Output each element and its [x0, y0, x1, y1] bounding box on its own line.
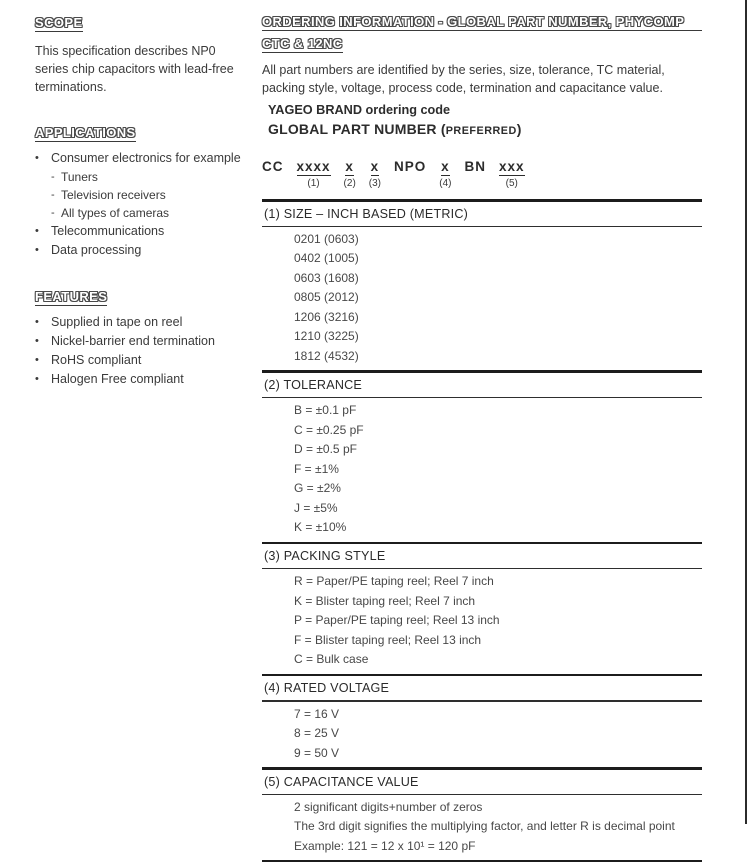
section-item: 8 = 25 V	[294, 726, 340, 741]
features-item	[35, 370, 251, 389]
part-number-segment-number: (1)	[307, 178, 320, 189]
part-number-segment	[499, 159, 525, 189]
section-items	[262, 795, 702, 861]
section-item: 9 = 50 V	[294, 745, 340, 760]
global-part-number-title	[268, 121, 702, 137]
section-heading: (5) CAPACITANCE VALUE	[264, 774, 419, 789]
section-item: J = ±5%	[294, 500, 338, 515]
section-item: R = Paper/PE taping reel; Reel 7 inch	[294, 574, 494, 589]
applications-item	[35, 241, 251, 260]
part-number-segment-text: x	[345, 159, 354, 174]
section-item: Example: 121 = 12 x 10¹ = 120 pF	[294, 838, 476, 853]
features-item	[35, 351, 251, 370]
section-item: 7 = 16 V	[294, 706, 340, 721]
section-item: B = ±0.1 pF	[294, 403, 357, 418]
applications-item	[35, 149, 251, 168]
section-item: G = ±2%	[294, 481, 341, 496]
section-item: 2 significant digits+number of zeros	[294, 799, 483, 814]
applications-item-label: Consumer electronics for example	[51, 151, 241, 165]
gpn-title-close-paren: )	[516, 121, 522, 137]
part-number-scheme	[262, 159, 702, 189]
bullet-icon: •	[35, 373, 39, 385]
applications-heading: APPLICATIONS	[35, 125, 136, 140]
ordering-information-column	[262, 14, 702, 862]
section-item: K = ±10%	[294, 520, 347, 535]
features-item	[35, 332, 251, 351]
applications-item-label: Data processing	[51, 243, 142, 257]
gpn-title-main: GLOBAL PART NUMBER (	[268, 121, 446, 137]
features-item-label: Nickel-barrier end termination	[51, 334, 215, 348]
features-item-label: RoHS compliant	[51, 353, 142, 367]
applications-sub-item	[35, 168, 251, 186]
gpn-title-preferred: PREFERRED	[445, 125, 517, 137]
ordering-intro-text: All part numbers are identified by the series, size, tolerance, TC material, packing style, voltage, process code, termination and capacitance value.	[262, 63, 665, 95]
part-number-segment-text: xxxx	[296, 159, 331, 174]
dash-icon: -	[51, 171, 55, 183]
part-number-segment-text: x	[370, 159, 380, 174]
part-number-segment-number: (3)	[368, 178, 382, 189]
dash-icon: -	[51, 189, 55, 201]
part-number-segment	[369, 159, 381, 189]
applications-item-label: Telecommunications	[51, 224, 165, 238]
section-item: 0201 (0603)	[294, 231, 359, 246]
applications-sub-item	[35, 186, 251, 204]
section-item: C = ±0.25 pF	[294, 422, 364, 437]
section-item: The 3rd digit signifies the multiplying factor, and letter R is decimal point	[294, 819, 675, 834]
features-section	[35, 288, 251, 389]
applications-sub-label: All types of cameras	[61, 206, 170, 220]
bullet-icon: •	[35, 335, 39, 347]
section-item: D = ±0.5 pF	[294, 442, 357, 457]
ordering-heading-line2: CTC & 12NC	[262, 36, 343, 51]
features-item-label: Halogen Free compliant	[51, 372, 184, 386]
scope-section	[35, 14, 251, 96]
section-item: C = Bulk case	[294, 652, 369, 667]
section-item: 0805 (2012)	[294, 290, 359, 305]
bullet-icon: •	[35, 152, 39, 164]
bullet-icon: •	[35, 316, 39, 328]
section-item: F = ±1%	[294, 461, 339, 476]
part-number-segment-number: (2)	[343, 178, 356, 189]
section-item: 0402 (1005)	[294, 251, 359, 266]
applications-sub-label: Tuners	[61, 170, 98, 184]
left-column	[35, 14, 251, 389]
dash-icon: -	[51, 207, 55, 219]
scope-heading: SCOPE	[35, 15, 83, 30]
section-items	[262, 702, 702, 768]
applications-list	[35, 149, 251, 260]
part-number-segment-text: NPO	[394, 159, 427, 174]
ordering-sections	[262, 199, 702, 862]
part-number-segment	[394, 159, 426, 174]
part-number-segment	[439, 159, 451, 189]
section-heading: (4) RATED VOLTAGE	[264, 681, 390, 696]
applications-sub-label: Television receivers	[61, 188, 166, 202]
features-item-label: Supplied in tape on reel	[51, 315, 183, 329]
part-number-segment-text: x	[441, 159, 450, 174]
part-number-segment-text: xxx	[499, 159, 525, 174]
section-item: F = Blister taping reel; Reel 13 inch	[294, 632, 482, 647]
section-item: 0603 (1608)	[294, 270, 359, 285]
yageo-brand-line: YAGEO BRAND ordering code	[268, 103, 451, 117]
part-number-segment	[262, 159, 284, 174]
scope-text: This specification describes NP0 series chip capacitors with lead-free terminations.	[35, 44, 234, 94]
part-number-segment-text: CC	[262, 159, 284, 174]
applications-section	[35, 124, 251, 260]
part-number-segment	[465, 159, 487, 174]
features-item	[35, 313, 251, 332]
section-heading: (3) PACKING STYLE	[264, 549, 386, 564]
section-heading: (2) TOLERANCE	[264, 377, 363, 392]
ordering-heading-line1: ORDERING INFORMATION - GLOBAL PART NUMBER, PHYCOMP	[262, 14, 702, 31]
part-number-segment-number: (5)	[505, 178, 518, 189]
bullet-icon: •	[35, 225, 39, 237]
applications-item	[35, 222, 251, 241]
part-number-segment-text: BN	[464, 159, 487, 174]
features-list	[35, 313, 251, 389]
section-item: P = Paper/PE taping reel; Reel 13 inch	[294, 613, 500, 628]
section-items	[262, 227, 702, 371]
applications-sub-item	[35, 204, 251, 222]
section-heading: (1) SIZE – INCH BASED (METRIC)	[264, 206, 469, 221]
bullet-icon: •	[35, 244, 39, 256]
part-number-segment-number: (4)	[439, 178, 452, 189]
section-item: K = Blister taping reel; Reel 7 inch	[294, 593, 476, 608]
bullet-icon: •	[35, 354, 39, 366]
features-heading: FEATURES	[35, 289, 108, 304]
section-item: 1210 (3225)	[294, 329, 359, 344]
part-number-segment	[344, 159, 356, 189]
part-number-segment	[297, 159, 331, 189]
section-items	[262, 569, 702, 674]
section-item: 1812 (4532)	[294, 348, 359, 363]
section-item: 1206 (3216)	[294, 309, 359, 324]
section-items	[262, 398, 702, 542]
